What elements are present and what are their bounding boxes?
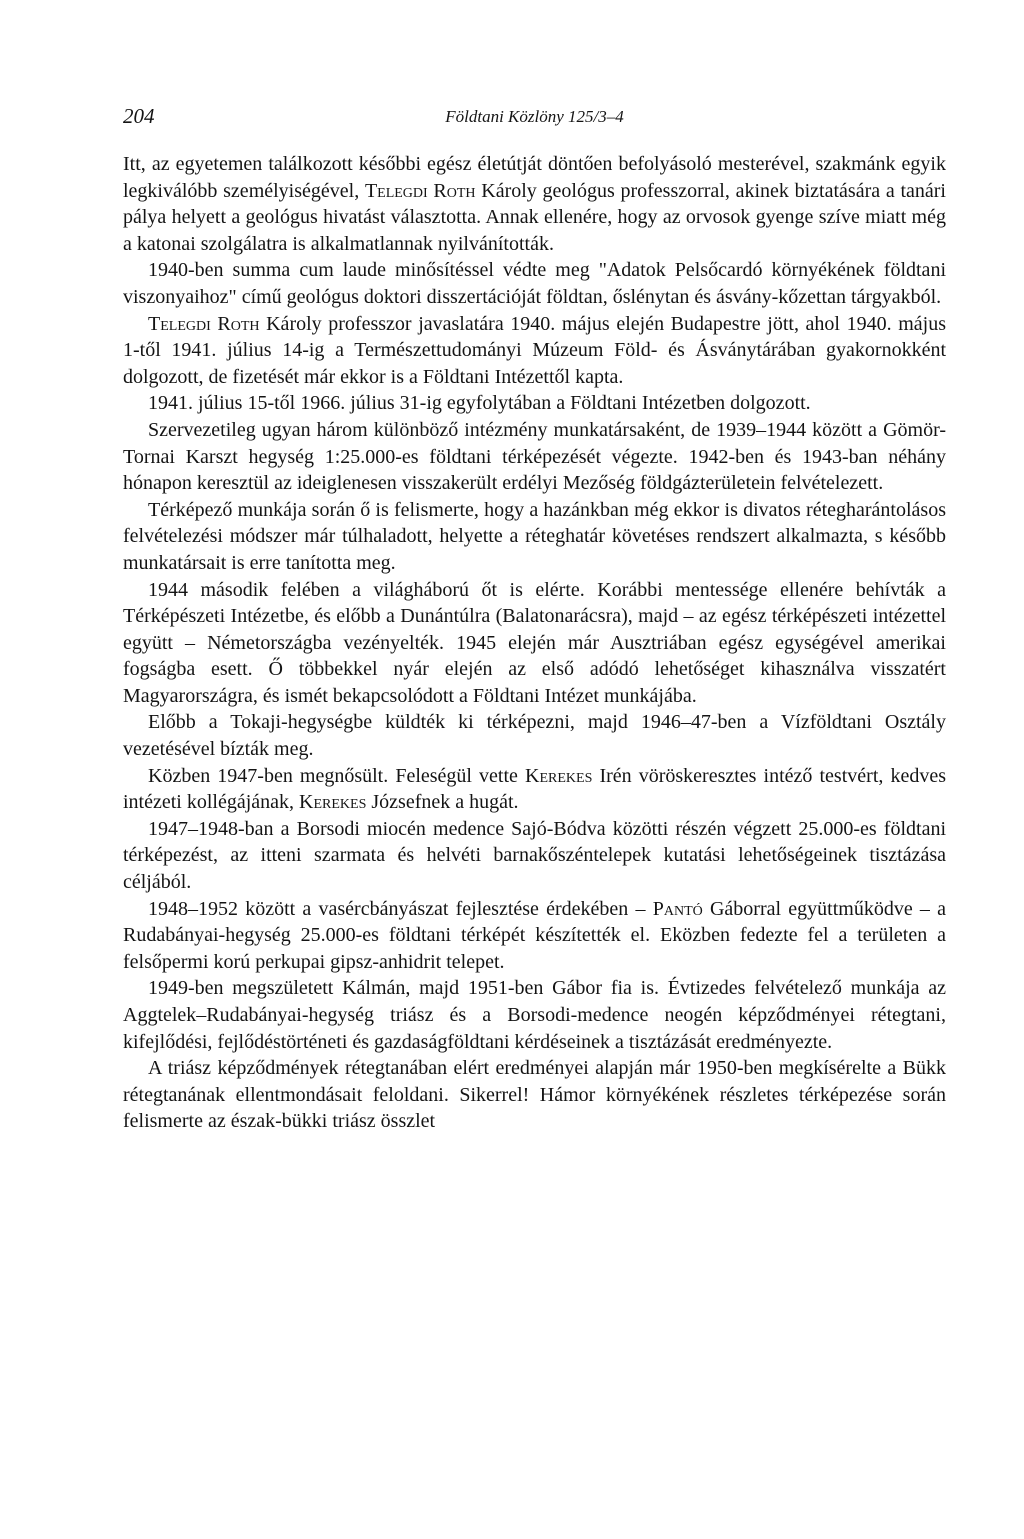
text-segment: Károly professzor javaslatára 1940. május elején Budapestre jött, ahol 1940. május 1-től 1941. július 14-ig a Természettudományi Múzeum Föld- és Ásványtárában gyakornokként dolgozott, de fizetését már ekkor is a Földtani Intézettől kapta. — [123, 312, 947, 388]
person-name: Kerekes — [525, 764, 593, 787]
text-segment: Gáborral együttműködve – a Rudabányai-hegység 25.000-es földtani térképét készítették el. Eközben fedezte fel a területen a felsőpermi korú perkupai gipsz-anhidrit telepet. — [123, 897, 946, 973]
text-segment: Irén vöröskeresztes intéző testvért, kedves intézeti kollégájának, — [123, 764, 946, 814]
text-segment: 1944 második felében a világháború őt is elérte. Korábbi mentessége ellenére behívták a Térképészeti Intézetbe, és előbb a Dunántúlra (Balatonarácsra), majd – az egész térképészeti intézettel együtt – Németországba vezényelték. 1945 elején már Ausztriában egész egységével amerikai fogságba esett. Ő többekkel nyár elején az első adódó lehetőséget kihasználva visszatért Magyarországra, és ismét bekapcsolódott a Földtani Intézet munkájába. — [123, 578, 946, 707]
text-segment: 1949-ben megszületett Kálmán, majd 1951-ben Gábor fia is. Évtizedes felvételező munkája az Aggtelek–Rudabányai-hegység triász és a Borsodi-medence neogén képződményei rétegtani, kifejlődési, fejlődéstörténeti és gazdaságföldtani kérdéseinek a tisztázását eredményezte. — [123, 977, 946, 1053]
text-segment: Előbb a Tokaji-hegységbe küldték ki térképezni, majd 1946–47-ben a Vízföldtani Osztály vezetésével bízták meg. — [123, 711, 946, 761]
paragraph — [123, 311, 946, 391]
text-segment: A triász képződmények rétegtanában elért eredményei alapján már 1950-ben megkísérelte a Bükk rétegtanának ellentmondásait feloldani. Sikerrel! Hámor környékének részletes térképezése során felismerte az észak-bükki triász összlet — [123, 1057, 946, 1133]
paragraph — [123, 763, 946, 816]
running-header — [123, 104, 946, 134]
paragraph — [123, 417, 946, 497]
text-segment: 1941. július 15-től 1966. július 31-ig egyfolytában a Földtani Intézetben dolgozott. — [148, 392, 811, 415]
text-segment: 1947–1948-ban a Borsodi miocén medence Sajó-Bódva közötti részén végzett 25.000-es földtani térképezést, az itteni szarmata és helvéti barnakőszéntelepek kutatási lehetőségeinek tisztázása céljából. — [123, 817, 946, 894]
paragraph — [123, 577, 946, 710]
person-name: Kerekes — [299, 791, 367, 814]
person-name: Pantó — [652, 897, 703, 920]
article-body — [123, 151, 946, 1135]
text-segment: Itt, az egyetemen találkozott későbbi egész életútját döntően befolyásoló mesterével, szakmánk egyik legkiválóbb személyiségével, — [123, 153, 946, 202]
person-name: Telegdi Roth — [364, 179, 476, 202]
person-name: Telegdi Roth — [148, 312, 260, 335]
paragraph — [123, 816, 946, 896]
text-segment: Károly geológus professzorral, akinek biztatására a tanári pálya helyett a geológus hivatást választotta. Annak ellenére, hogy az orvosok gyenge szíve miatt még a katonai szolgálatra is alkalmatlannak nyilvánították. — [123, 179, 946, 255]
paragraph — [123, 896, 946, 976]
text-segment: Józsefnek a hugát. — [366, 791, 519, 814]
paragraph — [123, 257, 946, 310]
text-segment: Térképező munkája során ő is felismerte, hogy a hazánkban még ekkor is divatos rétegharántolásos felvételezési módszer már túlhaladott, helyette a réteghatár követéses rendszert alkalmazta, s később munkatársait is erre tanította meg. — [123, 498, 946, 574]
text-segment: Szervezetileg ugyan három különböző intézmény munkatársaként, de 1939–1944 között a Gömör-Tornai Karszt hegység 1:25.000-es földtani térképezését végezte. 1942-ben és 1943-ban néhány hónapon keresztül az ideiglenesen visszakerült erdélyi Mezőség földgázterületein felvételezett. — [123, 418, 946, 495]
paragraph — [123, 497, 946, 577]
text-segment: 1948–1952 között a vasércbányászat fejlesztése érdekében – — [148, 897, 653, 920]
text-segment: Közben 1947-ben megnősült. Feleségül vette — [148, 764, 526, 787]
page-number: 204 — [123, 104, 155, 128]
paragraph — [123, 390, 946, 417]
journal-title: Földtani Közlöny 125/3–4 — [445, 107, 624, 126]
paragraph — [123, 151, 946, 257]
text-segment: 1940-ben summa cum laude minősítéssel védte meg "Adatok Pelsőcardó környékének földtani viszonyaihoz" című geológus doktori disszertációját földtan, őslénytan és ásvány-kőzettan tárgyakból. — [123, 259, 946, 308]
paragraph — [123, 975, 946, 1055]
paragraph — [123, 1055, 946, 1135]
paragraph — [123, 709, 946, 762]
